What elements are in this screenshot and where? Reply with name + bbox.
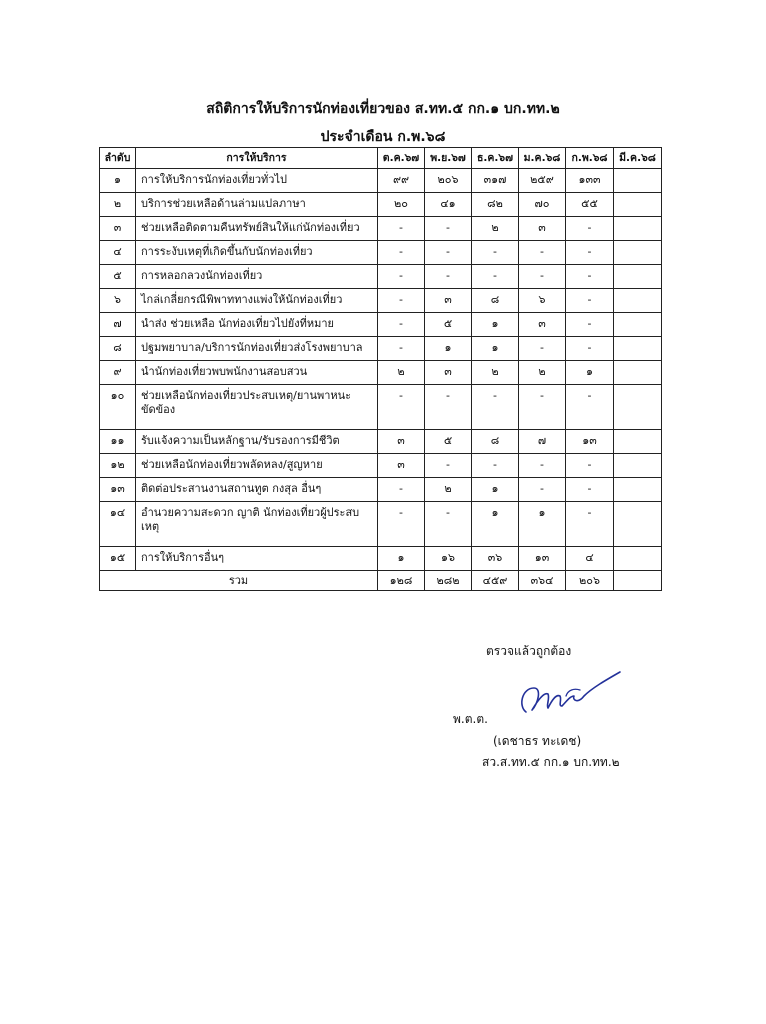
row-value xyxy=(614,265,662,289)
row-service: การระงับเหตุที่เกิดขึ้นกับนักท่องเที่ยว xyxy=(136,241,378,265)
row-value: ๕ xyxy=(425,430,472,454)
row-value: - xyxy=(425,385,472,430)
row-service: การหลอกลวงนักท่องเที่ยว xyxy=(136,265,378,289)
total-value: ๔๕๙ xyxy=(472,571,519,591)
table-row xyxy=(100,241,662,265)
row-number: ๑๕ xyxy=(100,547,136,571)
row-value: - xyxy=(425,454,472,478)
row-value: ๑ xyxy=(519,502,566,547)
row-value: ๓ xyxy=(519,313,566,337)
row-value: ๔ xyxy=(566,547,614,571)
row-value: ๓ xyxy=(425,361,472,385)
row-number: ๖ xyxy=(100,289,136,313)
header-month: ต.ค.๖๗ xyxy=(378,148,425,169)
row-service: ช่วยเหลือนักท่องเที่ยวพลัดหลง/สูญหาย xyxy=(136,454,378,478)
row-service: นำส่ง ช่วยเหลือ นักท่องเที่ยวไปยังที่หมาย xyxy=(136,313,378,337)
row-service: ช่วยเหลือติดตามคืนทรัพย์สินให้แก่นักท่องเที่ยว xyxy=(136,217,378,241)
table-body xyxy=(100,169,662,571)
row-value: - xyxy=(378,241,425,265)
row-value: - xyxy=(566,478,614,502)
row-service: ปฐมพยาบาล/บริการนักท่องเที่ยวส่งโรงพยาบาล xyxy=(136,337,378,361)
row-value: - xyxy=(519,265,566,289)
row-value: - xyxy=(425,217,472,241)
page-title: สถิติการให้บริการนักท่องเที่ยวของ ส.ทท.๕ กก.๑ บก.ทท.๒ xyxy=(206,101,560,117)
row-value: - xyxy=(472,385,519,430)
row-value: ๒ xyxy=(378,361,425,385)
signer-name: (เดชาธร ทะเดช) xyxy=(493,734,582,748)
row-service: นำนักท่องเที่ยวพบพนักงานสอบสวน xyxy=(136,361,378,385)
total-value: ๓๖๔ xyxy=(519,571,566,591)
header-month: ก.พ.๖๘ xyxy=(566,148,614,169)
row-value: ๓ xyxy=(378,430,425,454)
row-value: - xyxy=(378,289,425,313)
row-value xyxy=(614,193,662,217)
row-value: - xyxy=(378,217,425,241)
row-value xyxy=(614,361,662,385)
signer-position: สว.ส.ทท.๕ กก.๑ บก.ทท.๒ xyxy=(482,755,620,769)
row-value: - xyxy=(378,265,425,289)
table-row xyxy=(100,193,662,217)
row-service: รับแจ้งความเป็นหลักฐาน/รับรองการมีชีวิต xyxy=(136,430,378,454)
row-number: ๘ xyxy=(100,337,136,361)
row-value: ๘ xyxy=(472,289,519,313)
table-row xyxy=(100,478,662,502)
row-value: - xyxy=(425,502,472,547)
row-value xyxy=(614,430,662,454)
header-no: ลำดับ xyxy=(100,148,136,169)
row-value: ๘๒ xyxy=(472,193,519,217)
row-value: ๒ xyxy=(472,361,519,385)
row-value: - xyxy=(472,241,519,265)
row-number: ๑๓ xyxy=(100,478,136,502)
row-service: ไกล่เกลี่ยกรณีพิพาททางแพ่งให้นักท่องเที่ยว xyxy=(136,289,378,313)
page-subtitle: ประจำเดือน ก.พ.๖๘ xyxy=(320,129,446,145)
table-header-row xyxy=(100,148,662,169)
row-value: - xyxy=(378,337,425,361)
row-value: ๓๑๗ xyxy=(472,169,519,193)
statistics-table xyxy=(99,147,662,591)
row-value: ๒๕๙ xyxy=(519,169,566,193)
row-value: ๗๐ xyxy=(519,193,566,217)
row-value: ๒ xyxy=(425,478,472,502)
row-value: - xyxy=(425,241,472,265)
row-value: - xyxy=(519,478,566,502)
row-number: ๕ xyxy=(100,265,136,289)
row-value: ๒ xyxy=(519,361,566,385)
row-service: ช่วยเหลือนักท่องเที่ยวประสบเหตุ/ยานพาหนะขัดข้อง xyxy=(136,385,378,430)
row-number: ๗ xyxy=(100,313,136,337)
row-value xyxy=(614,547,662,571)
row-number: ๒ xyxy=(100,193,136,217)
row-service: การให้บริการอื่นๆ xyxy=(136,547,378,571)
row-number: ๓ xyxy=(100,217,136,241)
row-value: - xyxy=(425,265,472,289)
row-value: ๑๓๓ xyxy=(566,169,614,193)
row-value xyxy=(614,385,662,430)
row-value: ๕ xyxy=(425,313,472,337)
row-value xyxy=(614,454,662,478)
row-value: - xyxy=(378,502,425,547)
verified-text: ตรวจแล้วถูกต้อง xyxy=(486,644,572,658)
row-service: ติดต่อประสานงานสถานทูต กงสุล อื่นๆ xyxy=(136,478,378,502)
row-value: - xyxy=(566,289,614,313)
row-value: ๖ xyxy=(519,289,566,313)
header-month: มี.ค.๖๘ xyxy=(614,148,662,169)
row-value: ๑ xyxy=(472,478,519,502)
row-number: ๙ xyxy=(100,361,136,385)
table-row xyxy=(100,502,662,547)
header-month: ม.ค.๖๘ xyxy=(519,148,566,169)
row-value: ๔๑ xyxy=(425,193,472,217)
row-number: ๑ xyxy=(100,169,136,193)
row-value: ๓ xyxy=(425,289,472,313)
row-service: การให้บริการนักท่องเที่ยวทั่วไป xyxy=(136,169,378,193)
row-value: - xyxy=(566,454,614,478)
row-value: - xyxy=(519,454,566,478)
row-value: ๑ xyxy=(566,361,614,385)
row-value: ๑ xyxy=(378,547,425,571)
row-value xyxy=(614,313,662,337)
table-row xyxy=(100,217,662,241)
row-value: ๑๖ xyxy=(425,547,472,571)
header-service: การให้บริการ xyxy=(136,148,378,169)
signature-image xyxy=(508,666,623,722)
header-month: พ.ย.๖๗ xyxy=(425,148,472,169)
table-row xyxy=(100,454,662,478)
row-value: - xyxy=(566,502,614,547)
row-value xyxy=(614,289,662,313)
row-value: ๓ xyxy=(378,454,425,478)
row-value: ๑ xyxy=(472,313,519,337)
table-row xyxy=(100,430,662,454)
row-value xyxy=(614,241,662,265)
table-row xyxy=(100,337,662,361)
row-value: - xyxy=(472,265,519,289)
total-value xyxy=(614,571,662,591)
row-value: ๙๙ xyxy=(378,169,425,193)
row-value xyxy=(614,217,662,241)
row-value: - xyxy=(519,337,566,361)
row-value: - xyxy=(519,241,566,265)
row-service: บริการช่วยเหลือด้านล่ามแปลภาษา xyxy=(136,193,378,217)
row-number: ๑๑ xyxy=(100,430,136,454)
row-value: - xyxy=(378,478,425,502)
row-value: ๑๓ xyxy=(566,430,614,454)
total-row xyxy=(100,571,662,591)
row-value: - xyxy=(566,241,614,265)
row-value: ๑ xyxy=(472,502,519,547)
row-value: - xyxy=(378,313,425,337)
row-value xyxy=(614,337,662,361)
row-value xyxy=(614,169,662,193)
row-value: ๑ xyxy=(425,337,472,361)
row-value: ๕๕ xyxy=(566,193,614,217)
row-value: ๑ xyxy=(472,337,519,361)
row-value: ๒ xyxy=(472,217,519,241)
row-value: - xyxy=(566,313,614,337)
table-row xyxy=(100,313,662,337)
table-row xyxy=(100,385,662,430)
row-value: - xyxy=(472,454,519,478)
table-row xyxy=(100,361,662,385)
row-value: ๗ xyxy=(519,430,566,454)
table-row xyxy=(100,265,662,289)
row-value: ๒๐ xyxy=(378,193,425,217)
header-month: ธ.ค.๖๗ xyxy=(472,148,519,169)
signer-rank: พ.ต.ต. xyxy=(453,712,488,726)
table-row xyxy=(100,547,662,571)
row-value: - xyxy=(566,265,614,289)
row-value: - xyxy=(566,337,614,361)
row-service: อำนวยความสะดวก ญาติ นักท่องเที่ยวผู้ประสบเหตุ xyxy=(136,502,378,547)
row-value: - xyxy=(566,385,614,430)
row-value: ๓๖ xyxy=(472,547,519,571)
row-value: - xyxy=(566,217,614,241)
row-value: ๑๓ xyxy=(519,547,566,571)
row-value xyxy=(614,478,662,502)
table-row xyxy=(100,169,662,193)
total-value: ๑๒๘ xyxy=(378,571,425,591)
row-value: ๓ xyxy=(519,217,566,241)
total-value: ๒๐๖ xyxy=(566,571,614,591)
table-row xyxy=(100,289,662,313)
row-number: ๔ xyxy=(100,241,136,265)
row-value: ๘ xyxy=(472,430,519,454)
row-number: ๑๔ xyxy=(100,502,136,547)
row-value: ๒๐๖ xyxy=(425,169,472,193)
row-number: ๑๒ xyxy=(100,454,136,478)
row-value xyxy=(614,502,662,547)
row-value: - xyxy=(378,385,425,430)
total-value: ๒๘๒ xyxy=(425,571,472,591)
row-number: ๑๐ xyxy=(100,385,136,430)
row-value: - xyxy=(519,385,566,430)
total-label: รวม xyxy=(100,571,378,591)
